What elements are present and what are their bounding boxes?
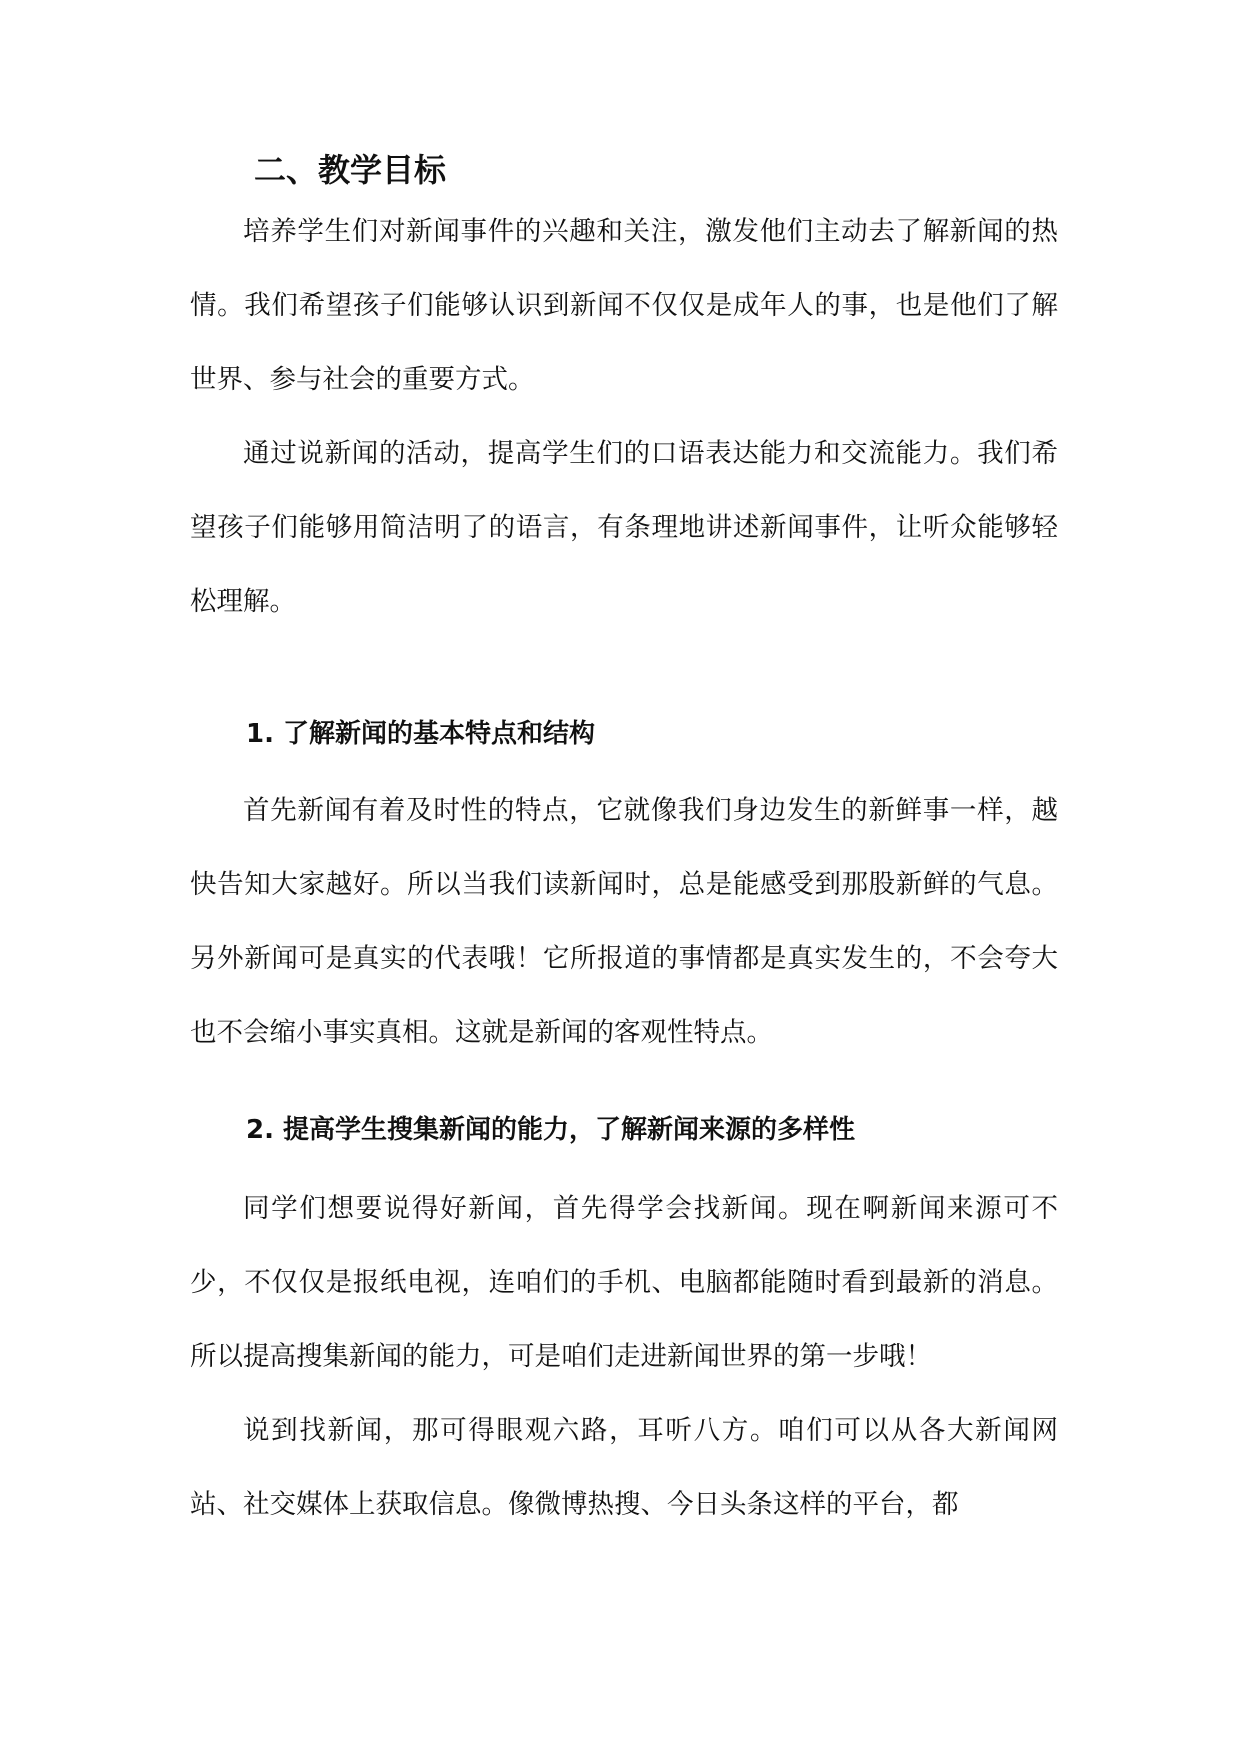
intro-paragraph: 培养学生们对新闻事件的兴趣和关注，激发他们主动去了解新闻的热情。我们希望孩子们能够认识到新闻不仅仅是成年人的事，也是他们了解世界、参与社会的重要方式。	[190, 216, 1058, 395]
subsection-2-paragraph-2-block	[190, 1394, 1058, 1542]
subsection-1-paragraph-block	[190, 774, 1058, 1070]
subsection-heading-2: 2. 提高学生搜集新闻的能力，了解新闻来源的多样性	[246, 1115, 856, 1145]
section-title: 二、教学目标	[254, 151, 447, 189]
intro-paragraph-1-block	[190, 195, 1058, 417]
intro-paragraph: 通过说新闻的活动，提高学生们的口语表达能力和交流能力。我们希望孩子们能够用简洁明了的语言，有条理地讲述新闻事件，让听众能够轻松理解。	[190, 438, 1058, 617]
subsection-paragraph: 说到找新闻，那可得眼观六路，耳听八方。咱们可以从各大新闻网站、社交媒体上获取信息。像微博热搜、今日头条这样的平台，都	[190, 1415, 1058, 1520]
intro-paragraph-2-block	[190, 417, 1058, 639]
subsection-paragraph: 首先新闻有着及时性的特点，它就像我们身边发生的新鲜事一样，越快告知大家越好。所以当我们读新闻时，总是能感受到那股新鲜的气息。另外新闻可是真实的代表哦！它所报道的事情都是真实发生的，不会夸大也不会缩小事实真相。这就是新闻的客观性特点。	[190, 795, 1058, 1048]
subsection-heading-1: 1. 了解新闻的基本特点和结构	[246, 719, 596, 749]
subsection-2-paragraph-1-block	[190, 1172, 1058, 1394]
subsection-paragraph: 同学们想要说得好新闻，首先得学会找新闻。现在啊新闻来源可不少，不仅仅是报纸电视，连咱们的手机、电脑都能随时看到最新的消息。所以提高搜集新闻的能力，可是咱们走进新闻世界的第一步哦！	[190, 1193, 1058, 1372]
